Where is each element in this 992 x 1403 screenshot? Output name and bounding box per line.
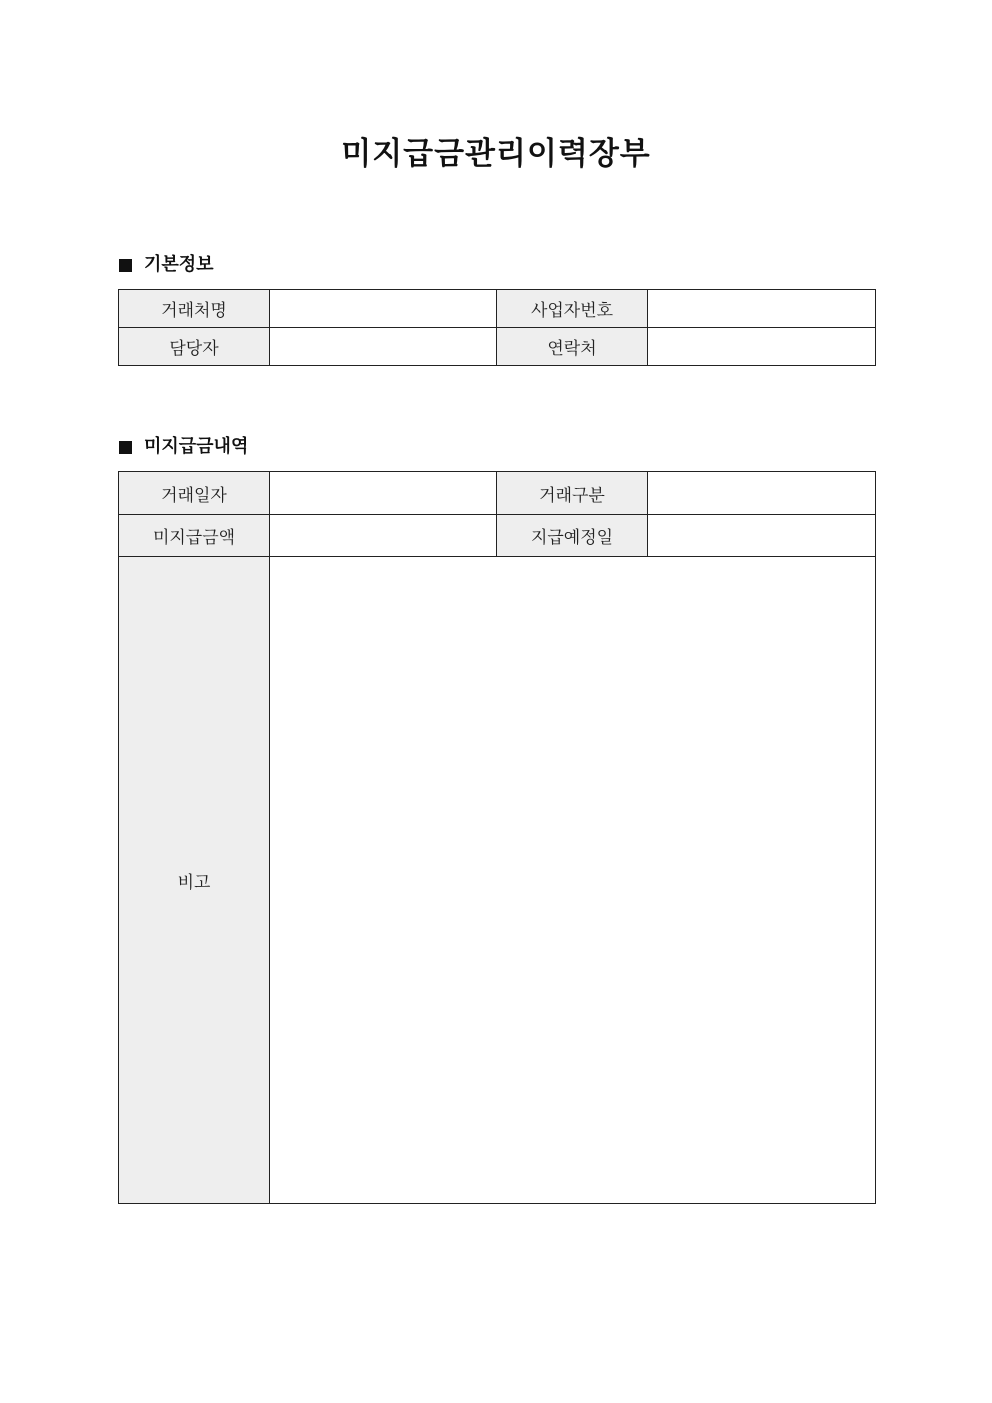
- transaction-date-field[interactable]: [270, 472, 497, 515]
- business-number-label: 사업자번호: [497, 290, 648, 328]
- business-number-field[interactable]: [648, 290, 876, 328]
- table-row: [119, 557, 876, 1204]
- table-row: [119, 328, 876, 366]
- basic-info-heading: [119, 253, 214, 277]
- table-row: [119, 472, 876, 515]
- transaction-type-label: 거래구분: [497, 472, 648, 515]
- company-name-label: 거래처명: [119, 290, 270, 328]
- manager-label: 담당자: [119, 328, 270, 366]
- unpaid-details-heading-text: 미지급금내역: [144, 436, 249, 457]
- scheduled-payment-date-label: 지급예정일: [497, 515, 648, 557]
- basic-info-table: [118, 289, 876, 366]
- transaction-date-label: 거래일자: [119, 472, 270, 515]
- remarks-label: 비고: [119, 557, 270, 1204]
- unpaid-amount-label: 미지급금액: [119, 515, 270, 557]
- remarks-field[interactable]: [270, 557, 876, 1204]
- basic-info-heading-text: 기본정보: [144, 254, 214, 275]
- unpaid-details-table: [118, 471, 876, 1204]
- company-name-field[interactable]: [270, 290, 497, 328]
- square-bullet-icon: [119, 441, 132, 454]
- manager-field[interactable]: [270, 328, 497, 366]
- table-row: [119, 290, 876, 328]
- contact-field[interactable]: [648, 328, 876, 366]
- square-bullet-icon: [119, 259, 132, 272]
- table-row: [119, 515, 876, 557]
- contact-label: 연락처: [497, 328, 648, 366]
- unpaid-amount-field[interactable]: [270, 515, 497, 557]
- page-title: 미지급금관리이력장부: [341, 136, 651, 172]
- transaction-type-field[interactable]: [648, 472, 876, 515]
- scheduled-payment-date-field[interactable]: [648, 515, 876, 557]
- unpaid-details-heading: [119, 435, 248, 459]
